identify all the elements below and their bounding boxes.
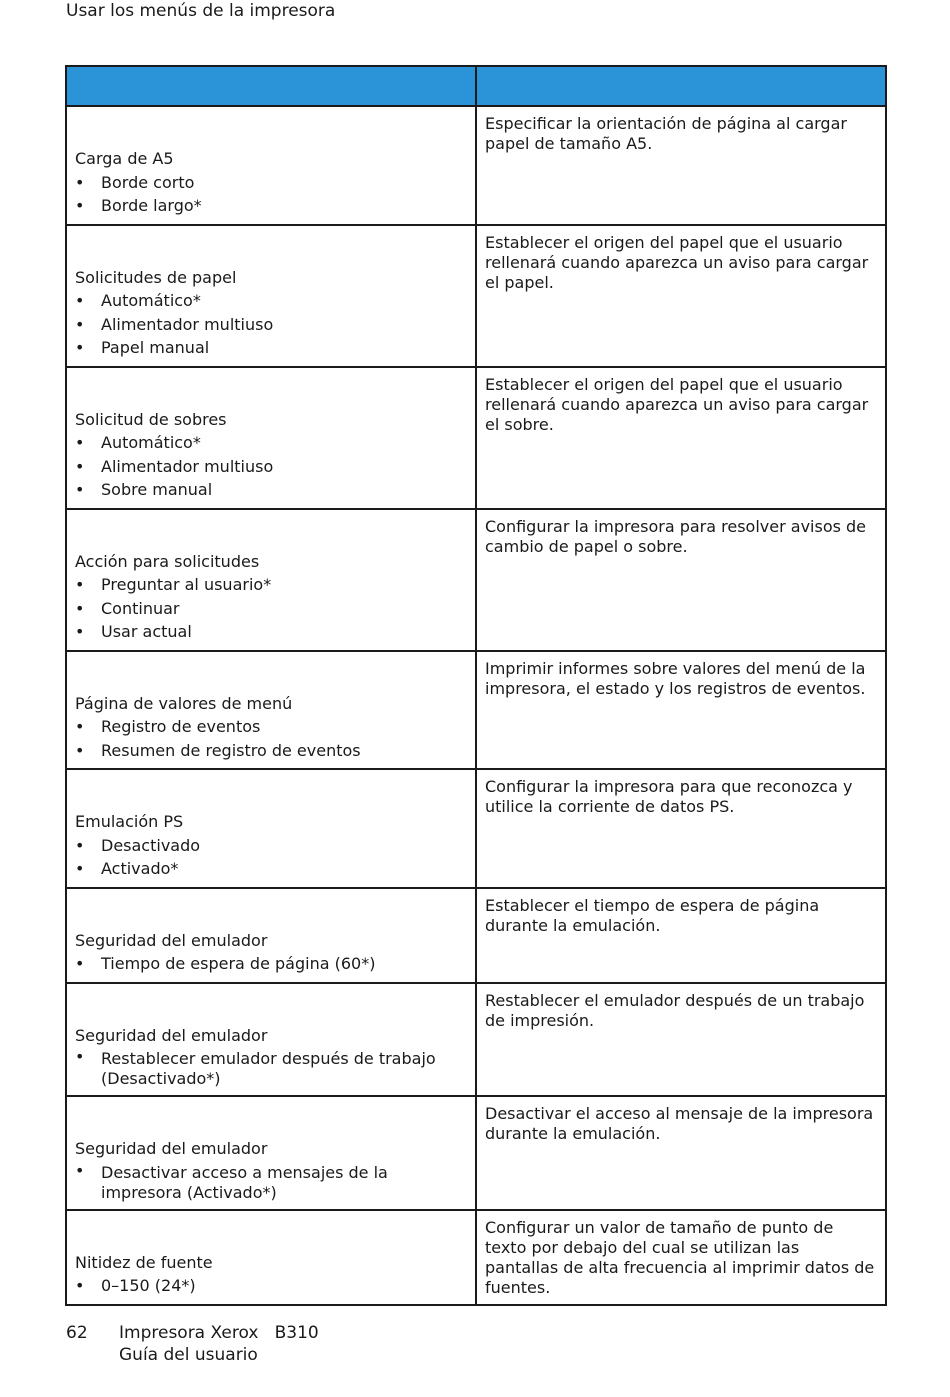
option-list (75, 834, 467, 881)
option-item: • Continuar (75, 597, 467, 621)
setting-cell (66, 1096, 476, 1210)
setting-cell (66, 509, 476, 651)
setting-cell (66, 651, 476, 770)
setting-description: Establecer el origen del papel que el usuario rellenará cuando aparezca un aviso para cargar el sobre. (485, 374, 869, 434)
option-item: • Tiempo de espera de página (60*) (75, 952, 467, 976)
option-list (75, 952, 467, 976)
setting-name: Seguridad del emulador (75, 1139, 268, 1158)
description-cell (476, 1210, 886, 1305)
description-cell (476, 367, 886, 509)
setting-cell (66, 769, 476, 888)
description-cell (476, 509, 886, 651)
table-row (66, 1210, 886, 1305)
option-list (75, 289, 467, 360)
setting-description: Imprimir informes sobre valores del menú de la impresora, el estado y los registros de eventos. (485, 658, 866, 698)
option-list (75, 1274, 467, 1298)
setting-name: Seguridad del emulador (75, 930, 268, 950)
option-list (75, 1047, 467, 1089)
table-row (66, 106, 886, 225)
description-cell (476, 888, 886, 983)
option-list (75, 431, 467, 502)
table-header-row (66, 66, 886, 106)
setting-name: Acción para solicitudes (75, 551, 260, 571)
description-cell (476, 225, 886, 367)
description-cell (476, 651, 886, 770)
option-item: • Activado* (75, 857, 467, 881)
setting-description: Restablecer el emulador después de un trabajo de impresión. (485, 990, 865, 1030)
description-cell (476, 1096, 886, 1210)
running-header: Usar los menús de la impresora (66, 1, 336, 21)
option-item: • Automático* (75, 431, 467, 455)
setting-description: Desactivar el acceso al mensaje de la impresora durante la emulación. (485, 1104, 874, 1143)
table-row (66, 983, 886, 1097)
table-row (66, 1096, 886, 1210)
option-list (75, 171, 467, 218)
setting-name: Nitidez de fuente (75, 1252, 213, 1272)
option-item: • Restablecer emulador después de trabajo (Desactivado*) (75, 1047, 467, 1089)
product-name: Impresora Xerox B310 (119, 1323, 319, 1343)
setting-cell (66, 367, 476, 509)
option-item: • Usar actual (75, 620, 467, 644)
option-list (75, 715, 467, 762)
option-item: • Resumen de registro de eventos (75, 739, 467, 763)
option-item: • 0–150 (24*) (75, 1274, 467, 1298)
description-cell (476, 106, 886, 225)
option-item: • Desactivado (75, 834, 467, 858)
option-item: • Alimentador multiuso (75, 455, 467, 479)
setting-description: Establecer el tiempo de espera de página durante la emulación. (485, 895, 820, 935)
setting-description: Especificar la orientación de página al cargar papel de tamaño A5. (485, 114, 847, 153)
page-number: 62 (66, 1323, 88, 1343)
description-cell (476, 769, 886, 888)
option-list (75, 1161, 467, 1203)
setting-name: Solicitud de sobres (75, 409, 227, 429)
option-item: • Borde largo* (75, 194, 467, 218)
option-item: • Automático* (75, 289, 467, 313)
setting-name: Solicitudes de papel (75, 267, 237, 287)
table-row (66, 225, 886, 367)
guide-title: Guía del usuario (119, 1345, 258, 1365)
option-item: • Registro de eventos (75, 715, 467, 739)
table-row (66, 769, 886, 888)
option-item: • Sobre manual (75, 478, 467, 502)
setting-cell (66, 1210, 476, 1305)
column-header-description (476, 66, 886, 106)
option-item: • Papel manual (75, 336, 467, 360)
table-row (66, 509, 886, 651)
setting-name: Seguridad del emulador (75, 1025, 268, 1045)
table-row (66, 367, 886, 509)
menu-settings-table (65, 65, 887, 1306)
setting-description: Configurar la impresora para que reconozca y utilice la corriente de datos PS. (485, 777, 853, 816)
setting-cell (66, 225, 476, 367)
option-item: • Desactivar acceso a mensajes de la impresora (Activado*) (75, 1161, 467, 1203)
setting-description: Establecer el origen del papel que el usuario rellenará cuando aparezca un aviso para cargar el papel. (485, 232, 869, 292)
table-row (66, 651, 886, 770)
setting-name: Carga de A5 (75, 149, 174, 168)
setting-name: Página de valores de menú (75, 693, 293, 713)
table-row (66, 888, 886, 983)
description-cell (476, 983, 886, 1097)
setting-cell (66, 983, 476, 1097)
setting-cell (66, 106, 476, 225)
option-list (75, 573, 467, 644)
setting-description: Configurar la impresora para resolver avisos de cambio de papel o sobre. (485, 516, 867, 556)
option-item: • Preguntar al usuario* (75, 573, 467, 597)
option-item: • Borde corto (75, 171, 467, 195)
option-item: • Alimentador multiuso (75, 313, 467, 337)
setting-cell (66, 888, 476, 983)
setting-name: Emulación PS (75, 812, 184, 831)
column-header-menu-item (66, 66, 476, 106)
setting-description: Configurar un valor de tamaño de punto de texto por debajo del cual se utilizan las pantallas de alta frecuencia al imprimir datos de fuentes. (485, 1217, 875, 1297)
